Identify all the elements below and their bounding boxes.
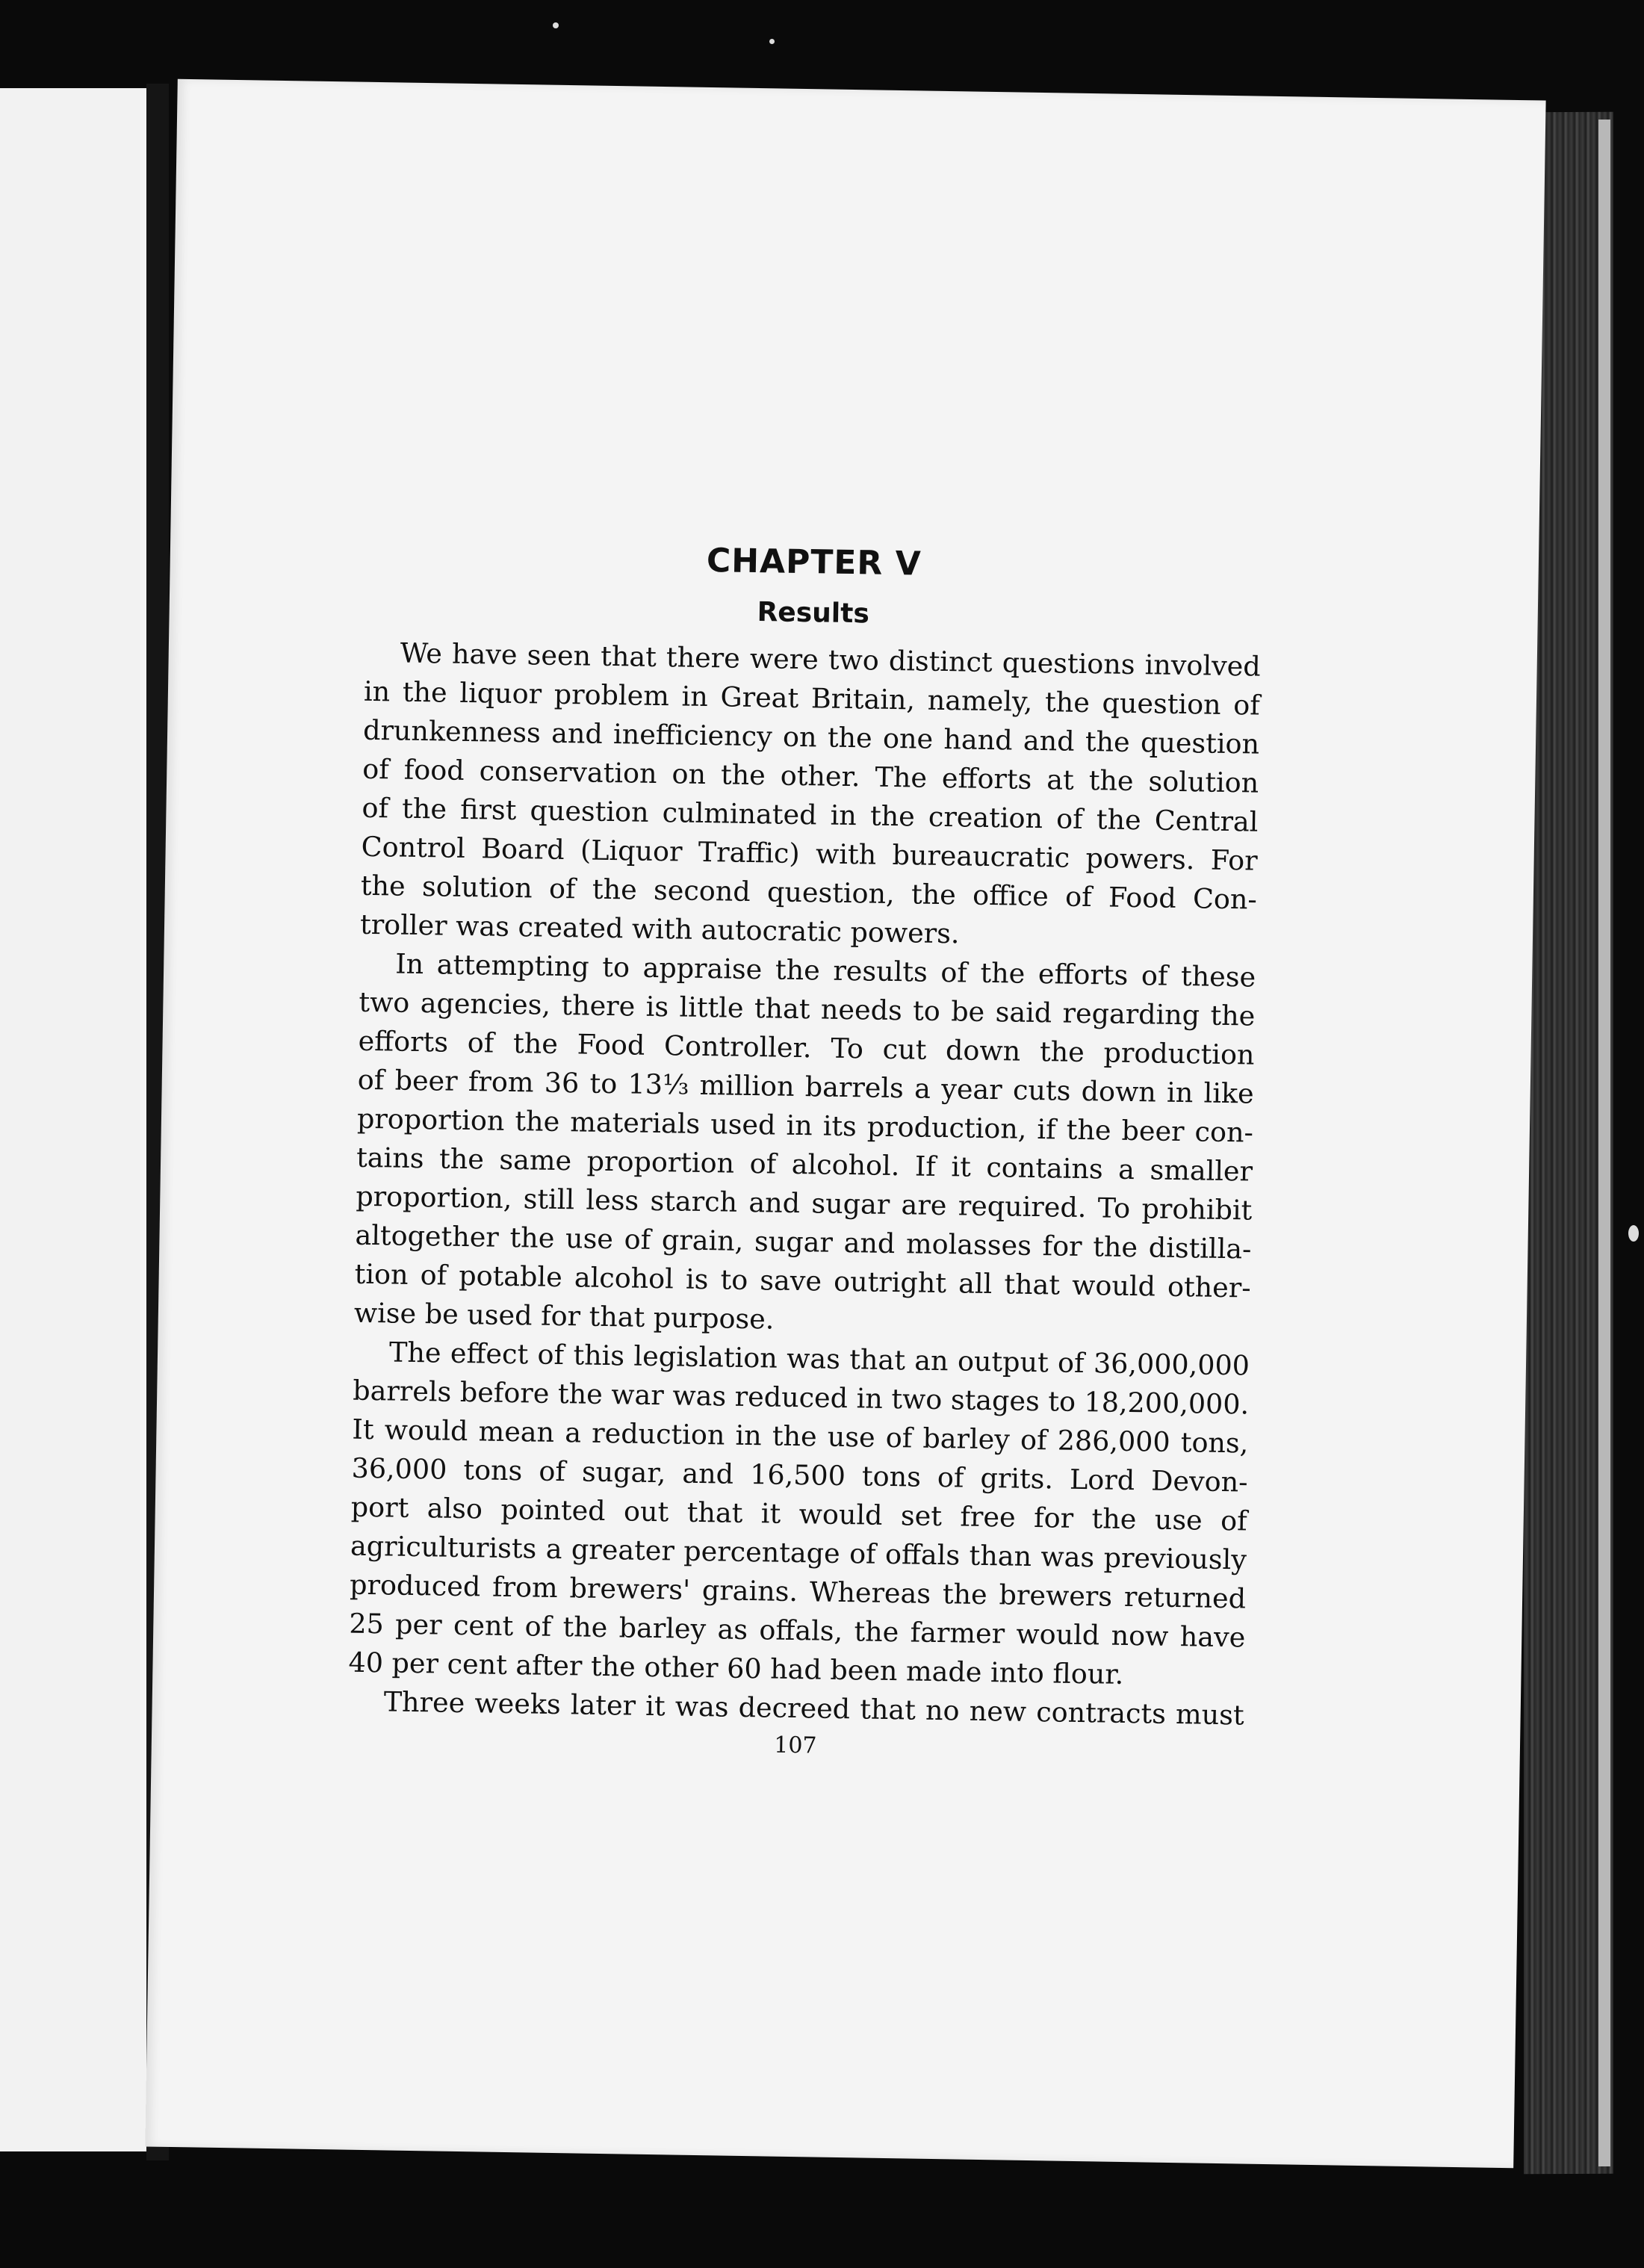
text-line: the solution of the second question, the office of Food Con- <box>360 869 1258 916</box>
text-line: proportion the materials used in its production, if the beer con- <box>356 1102 1254 1149</box>
text-line: of food conservation on the other. The efforts at the solution <box>362 752 1259 799</box>
text-line: wise be used for that purpose. <box>353 1296 775 1336</box>
text-line: two agencies, there is little that needs to be said regarding the <box>359 985 1256 1032</box>
text-line: drunkenness and inefficiency on the one hand and the question <box>362 713 1260 760</box>
text-line: Three weeks later it was decreed that no new contracts must <box>383 1685 1244 1732</box>
chapter-title: CHAPTER V <box>706 541 922 583</box>
section-title: Results <box>757 597 870 630</box>
dust-speck <box>1628 1225 1639 1242</box>
paragraph-3 <box>348 1333 1250 1697</box>
text-line: In attempting to appraise the results of the efforts of these <box>394 947 1256 994</box>
text-line: troller was created with autocratic powers. <box>359 908 960 950</box>
dust-speck <box>553 22 559 28</box>
text-line: 40 per cent after the other 60 had been made into flour. <box>348 1646 1124 1691</box>
text-line: Control Board (Liquor Traffic) with bureaucratic powers. For <box>361 830 1258 877</box>
book-page <box>145 79 1545 2168</box>
paragraph-2 <box>354 944 1256 1347</box>
text-line: altogether the use of grain, sugar and molasses for the distilla- <box>355 1218 1252 1265</box>
text-line: tion of potable alcohol is to save outright all that would other- <box>354 1257 1251 1304</box>
text-line: agriculturists a greater percentage of offals than was previously <box>350 1529 1247 1576</box>
page-content <box>347 536 1262 1766</box>
text-line: produced from brewers' grains. Whereas the brewers returned <box>349 1568 1247 1615</box>
text-line: 25 per cent of the barley as offals, the farmer would now have <box>349 1607 1246 1654</box>
text-line: We have seen that there were two distinct questions involved <box>400 636 1262 683</box>
left-page-edge <box>0 88 149 2151</box>
text-line: It would mean a reduction in the use of barley of 286,000 tons, <box>352 1413 1249 1460</box>
dust-speck <box>769 39 775 44</box>
text-line: The effect of this legislation was that an output of 36,000,000 <box>388 1336 1250 1382</box>
text-line: efforts of the Food Controller. To cut down the production <box>358 1024 1255 1071</box>
text-line: proportion, still less starch and sugar are required. To prohibit <box>356 1180 1253 1227</box>
page-number: 107 <box>774 1732 817 1759</box>
text-line: tains the same proportion of alcohol. If it contains a smaller <box>356 1141 1253 1188</box>
paragraph-1 <box>360 633 1261 958</box>
text-line: 36,000 tons of sugar, and 16,500 tons of grits. Lord Devon- <box>351 1451 1248 1499</box>
text-line: in the liquor problem in Great Britain, namely, the question of <box>363 675 1261 722</box>
page-stack-highlight <box>1598 120 1610 2166</box>
text-line: of the first question culminated in the creation of the Central <box>362 791 1259 838</box>
text-line: barrels before the war was reduced in two stages to 18,200,000. <box>352 1374 1250 1421</box>
text-line: port also pointed out that it would set free for the use of <box>350 1490 1248 1537</box>
text-line: of beer from 36 to 13⅓ million barrels a year cuts down in like <box>357 1063 1255 1110</box>
